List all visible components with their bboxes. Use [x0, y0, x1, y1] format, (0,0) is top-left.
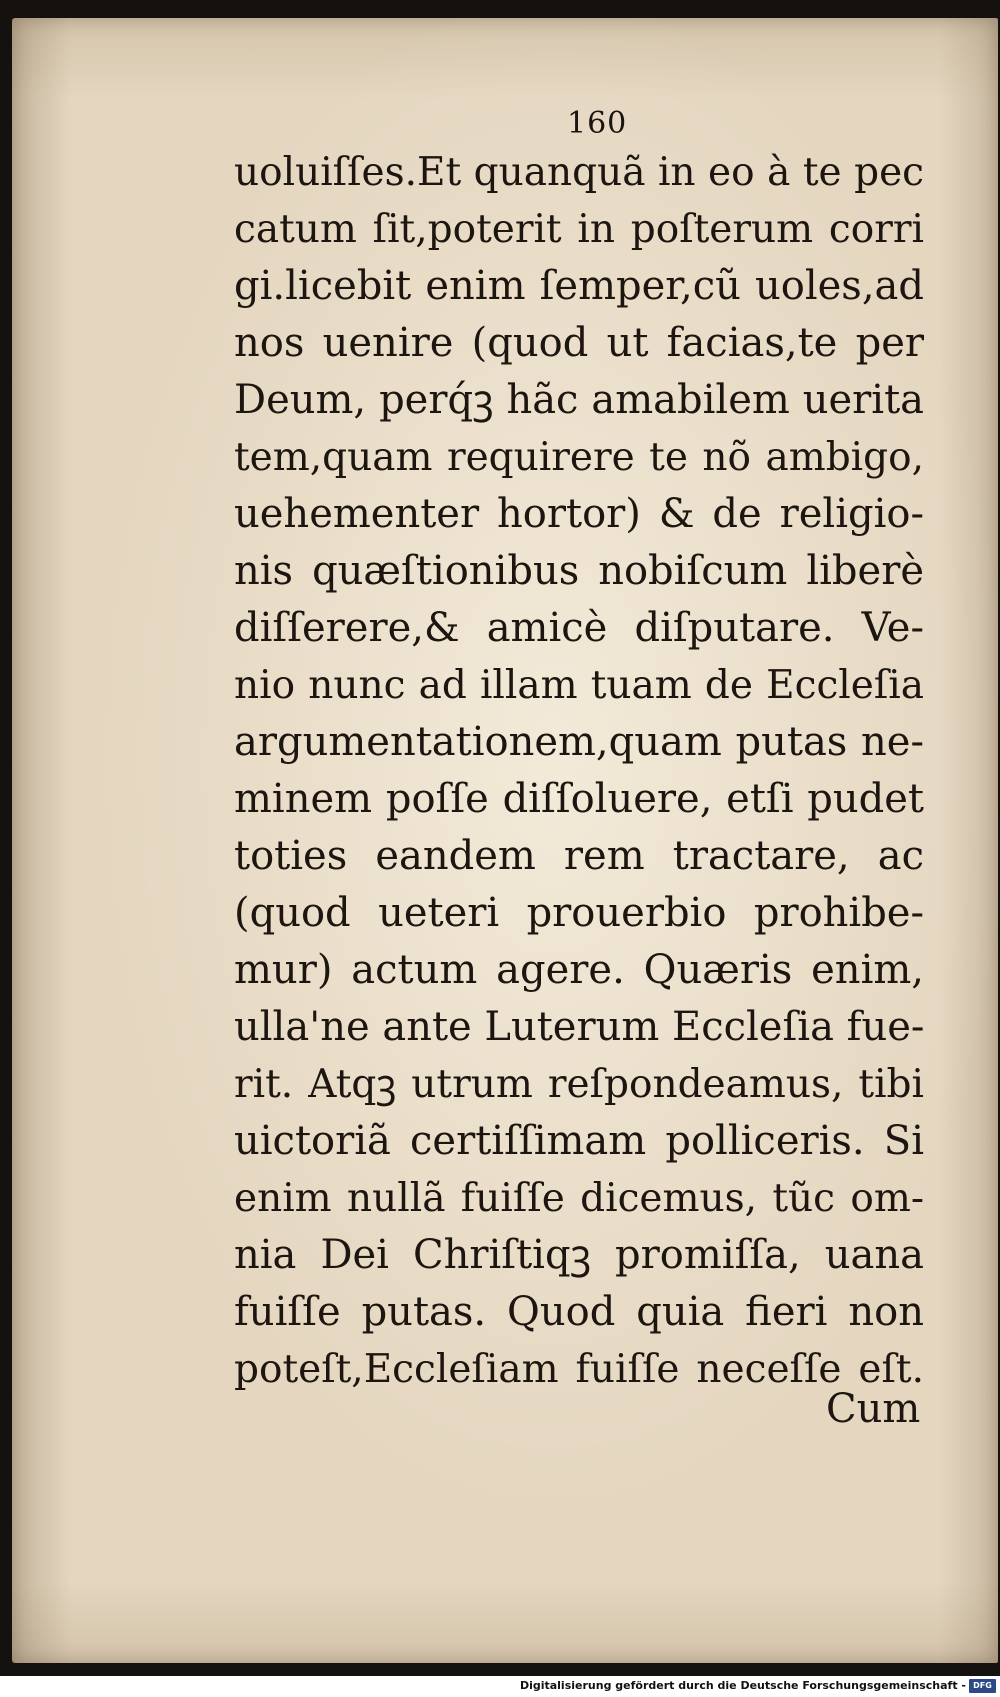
text-line: (quod ueteri prouerbio prohibe-	[234, 890, 924, 936]
text-line: tem,quam requirere te nõ ambigo,	[234, 435, 924, 480]
text-line: rit. Atqꝫ utrum reſpondeamus, tibi	[234, 1062, 924, 1107]
text-line: uehementer hortor) & de religio-	[234, 491, 924, 537]
text-line: nos uenire (quod ut facias,te per	[234, 320, 924, 366]
text-line: nia Dei Chriſtiqꝫ promiſſa, uana	[234, 1232, 924, 1278]
text-line: diſſerere,& amicè diſputare. Ve-	[234, 605, 924, 651]
text-line: catum ſit,poterit in poſterum corri	[234, 207, 924, 252]
page-text-block	[234, 144, 924, 1398]
text-line: ulla'ne ante Luterum Eccleſia fue-	[234, 1004, 925, 1050]
text-line: fuiſſe putas. Quod quia fieri non	[234, 1289, 924, 1335]
text-line: uictoriã certiſſimam polliceris. Si	[234, 1118, 924, 1164]
footer-strip	[0, 1676, 1000, 1697]
catchword: Cum	[826, 1386, 921, 1432]
text-line: nis quæſtionibus nobiſcum liberè	[234, 548, 924, 594]
book-page	[12, 18, 998, 1663]
funding-credit: Digitalisierung gefördert durch die Deutsche Forschungsgemeinschaft -	[519, 1679, 966, 1692]
text-line: Deum, perq́ꝫ hãc amabilem uerita	[234, 377, 924, 423]
dfg-logo-icon: DFG	[969, 1679, 996, 1693]
page-number: 160	[567, 106, 628, 141]
text-line: uoluiſſes.Et quanquã in eo à te pec	[234, 150, 924, 195]
text-line: minem poſſe diſſoluere, etſi pudet	[234, 776, 924, 822]
text-line: mur) actum agere. Quæris enim,	[234, 947, 924, 993]
text-line: toties eandem rem tractare, ac	[234, 833, 924, 879]
text-line: argumentationem,quam putas ne-	[234, 719, 924, 765]
text-line: nio nunc ad illam tuam de Eccleſia	[234, 663, 924, 708]
text-line: enim nullã fuiſſe dicemus, tũc om-	[234, 1176, 924, 1221]
text-line: poteſt,Eccleſiam fuiſſe neceſſe eſt.	[234, 1347, 924, 1392]
text-line: gi.licebit enim ſemper,cũ uoles,ad	[234, 263, 924, 309]
